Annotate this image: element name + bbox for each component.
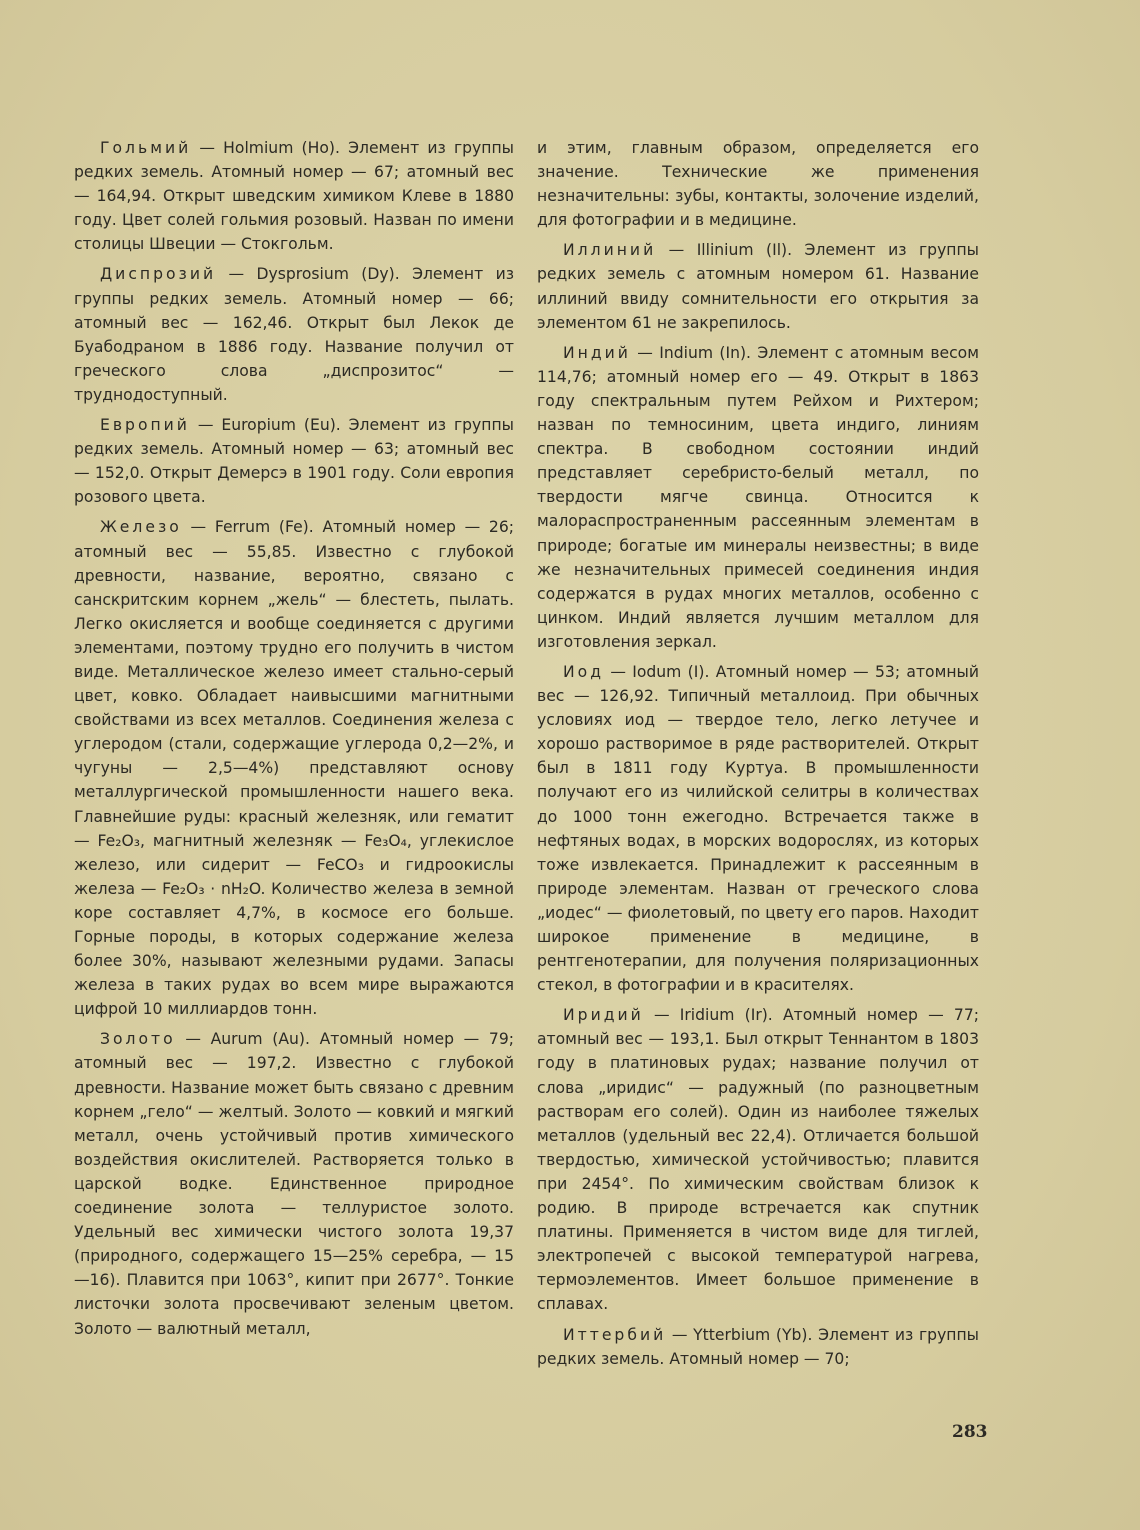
- entry-heading: Железо: [100, 518, 182, 537]
- entry-heading: Иод: [563, 662, 604, 681]
- entry-text: — Ferrum (Fe). Атомный номер — 26; атомный вес — 55,85. Известно с глубокой древности, название, вероятно, связано с санскритским корнем „жель“ — блестеть, пылать. Легко окисляется и вообще соединяется с другими элементами, поэтому трудно его получить в чистом виде. Металлическое железо имеет стально-серый цвет, ковко. Обладает наивысшими магнитными свойствами из всех металлов. Соединения железа с углеродом (стали, содержащие углерода 0,2—2%, и чугуны — 2,5—4%) представляют основу металлургической промышленности нашего века. Главнейшие руды: красный железняк, или гематит — Fe₂O₃, магнитный железняк — Fe₃O₄, углекислое железо, или сидерит — FeCO₃ и гидроокислы железа — Fe₂O₃ · nH₂O. Количество железа в земной коре составляет 4,7%, в космосе его больше. Горные породы, в которых содержание железа более 30%, называют железными рудами. Запасы железа в таких рудах во всем мире выражаются цифрой 10 миллиардов тонн.: [74, 518, 514, 1019]
- entry-text: — Dysprosium (Dy). Элемент из группы редких земель. Атомный номер — 66; атомный вес — 162,46. Открыт был Лекок де Буабодраном в 1886 году. Название получил от греческого слова „диспрозитос“ — труднодоступный.: [74, 265, 514, 404]
- entry-iridium: [537, 1003, 979, 1316]
- entry-text: — Europium (Eu). Элемент из группы редких земель. Атомный номер — 63; атомный вес — 152,0. Открыт Демерсэ в 1901 году. Соли европия розового цвета.: [74, 416, 514, 507]
- entry-text: — Indium (In). Элемент с атомным весом 114,76; атомный номер его — 49. Открыт в 1863 году спектральным путем Рейхом и Рихтером; назван по темносиним, цвета индиго, линиям спектра. В свободном состоянии индий представляет серебристо-белый металл, по твердости мягче свинца. Относится к малораспространенным рассеянным элементам в природе; богатые им минералы неизвестны; в виде же незначительных примесей соединения индия содержатся в рудах многих металлов, особенно с цинком. Индий является лучшим металлом для изготовления зеркал.: [537, 343, 979, 651]
- entry-gold-continued: [537, 136, 979, 232]
- entry-text: — Iodum (I). Атомный номер — 53; атомный вес — 126,92. Типичный металлоид. При обычных условиях иод — твердое тело, легко летучее и хорошо растворимое в ряде растворителей. Открыт был в 1811 году Куртуа. В промышленности получают его из чилийской селитры в количествах до 1000 тонн ежегодно. Встречается также в нефтяных водах, в морских водорослях, из которых тоже извлекается. Принадлежит к рассеянным в природе элементам. Назван от греческого слова „иодес“ — фиолетовый, по цвету его паров. Находит широкое применение в медицине, в рентгенотерапии, для получения поляризационных стекол, в фотографии и в красителях.: [537, 662, 979, 995]
- entry-heading: Европий: [100, 416, 190, 435]
- left-column: [74, 136, 514, 1347]
- entry-text: и этим, главным образом, определяется его значение. Технические же применения незначительны: зубы, контакты, золочение изделий, для фотографии и в медицине.: [537, 139, 979, 230]
- entry-heading: Иттербий: [563, 1325, 667, 1344]
- page-number: 283: [952, 1422, 988, 1442]
- entry-text: — Aurum (Au). Атомный номер — 79; атомный вес — 197,2. Известно с глубокой древности. Название может быть связано с древним корнем „гело“ — желтый. Золото — ковкий и мягкий металл, очень устойчивый против химического воздействия окислителей. Растворяется только в царской водке. Единственное природное соединение золота — теллуристое золото. Удельный вес химически чистого золота 19,37 (природного, содержащего 15—25% серебра, — 15—16). Плавится при 1063°, кипит при 2677°. Тонкие листочки золота просвечивают зеленым цветом. Золото — валютный металл,: [74, 1030, 514, 1338]
- entry-dysprosium: [74, 262, 514, 407]
- entry-text: — Iridium (Ir). Атомный номер — 77; атомный вес — 193,1. Был открыт Теннантом в 1803 году в платиновых рудах; название получил от слова „иридис“ — радужный (по разноцветным растворам его солей). Один из наиболее тяжелых металлов (удельный вес 22,4). Отличается большой твердостью, химической устойчивостью; плавится при 2454°. По химическим свойствам близок к родию. В природе встречается как спутник платины. Применяется в чистом виде для тиглей, электропечей с высокой температурой нагрева, термоэлементов. Имеет большое применение в сплавах.: [537, 1006, 979, 1314]
- entry-iodine: [537, 660, 979, 997]
- entry-heading: Иридий: [563, 1006, 644, 1025]
- entry-holmium: [74, 136, 514, 256]
- entry-indium: [537, 341, 979, 654]
- entry-text: — Holmium (Ho). Элемент из группы редких земель. Атомный номер — 67; атомный вес — 164,94. Открыт шведским химиком Клеве в 1880 году. Цвет солей гольмия розовый. Назван по имени столицы Швеции — Стокгольм.: [74, 139, 514, 254]
- entry-iron: [74, 515, 514, 1021]
- entry-heading: Гольмий: [100, 139, 192, 157]
- entry-heading: Золото: [100, 1030, 176, 1049]
- entry-text: — Ytterbium (Yb). Элемент из группы редких земель. Атомный номер — 70;: [537, 1325, 979, 1368]
- entry-heading: Диспрозий: [100, 265, 217, 284]
- entry-text: — Illinium (Il). Элемент из группы редких земель с атомным номером 61. Название иллиний ввиду сомнительности его открытия за элементом 61 не закрепилось.: [537, 241, 979, 332]
- entry-europium: [74, 413, 514, 509]
- entry-illinium: [537, 238, 979, 334]
- right-column: [537, 136, 979, 1377]
- entry-gold: [74, 1027, 514, 1340]
- entry-heading: Индий: [563, 343, 631, 362]
- entry-ytterbium: [537, 1323, 979, 1371]
- entry-heading: Иллиний: [563, 241, 657, 260]
